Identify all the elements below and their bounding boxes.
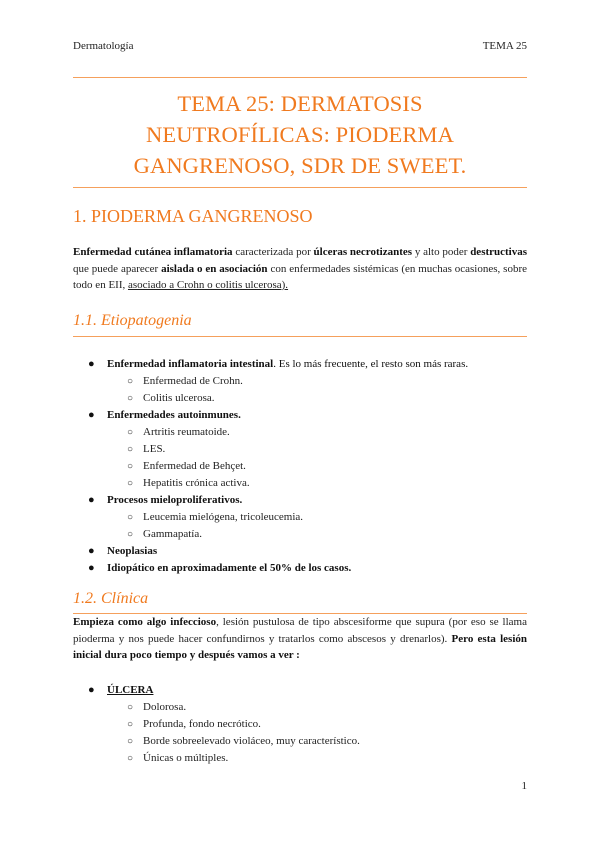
page-number: 1	[521, 780, 527, 792]
list-subitem: ○ Enfermedad de Behçet.	[127, 460, 246, 472]
list-subitem: ○ Profunda, fondo necrótico.	[127, 718, 261, 730]
list-subitem: ○ Enfermedad de Crohn.	[127, 375, 243, 387]
intro-text-1: caracterizada por	[232, 246, 314, 258]
item-label: Procesos mieloproliferativos.	[107, 494, 243, 506]
intro-bold-3: destructivas	[470, 246, 528, 258]
intro-text-3: que puede aparecer	[73, 262, 162, 275]
list-item: ● Enfermedades autoinmunes.	[88, 409, 241, 421]
intro-bold-4: aislada o en asociación	[161, 262, 268, 275]
title-rule-top	[73, 77, 527, 78]
page-title	[73, 88, 527, 181]
list-item: ● Enfermedad inflamatoria intestinal. Es lo más frecuente, el resto son más raras.	[88, 358, 469, 370]
list-item: ● Neoplasias	[88, 545, 158, 557]
intro-bold-1: Enfermedad cutánea inflamatoria	[73, 246, 233, 258]
list-subitem: ○ Leucemia mielógena, tricoleucemia.	[127, 511, 304, 523]
list-subitem: ○ Borde sobreelevado violáceo, muy característico.	[127, 735, 360, 747]
subsection-heading-clinica: 1.2. Clínica	[73, 590, 149, 607]
etiopatogenia-list	[73, 356, 527, 577]
intro-text-4: con enfermedades sistémicas (en muchas ocasiones, sobre todo en EII,	[73, 262, 527, 291]
item-label: Idiopático en aproximadamente el 50% de los casos.	[107, 562, 352, 574]
title-line-3: GANGRENOSO, SDR DE SWEET.	[133, 153, 467, 178]
intro-underlined: asociado a Crohn o colitis ulcerosa).	[127, 279, 289, 291]
section-heading-pioderma: 1. PIODERMA GANGRENOSO	[73, 206, 313, 226]
clinica-list	[73, 682, 527, 767]
list-item: ● ÚLCERA	[88, 684, 154, 696]
item-label: Enfermedades autoinmunes.	[107, 409, 241, 421]
list-subitem: ○ Hepatitis crónica activa.	[127, 477, 250, 489]
list-subitem: ○ LES.	[127, 443, 166, 455]
list-subitem: ○ Colitis ulcerosa.	[127, 392, 215, 404]
clinica-bold-1: Empieza como algo infeccioso	[73, 616, 217, 628]
list-subitem: ○ Únicas o múltiples.	[127, 752, 229, 764]
list-subitem: ○ Gammapatía.	[127, 528, 202, 540]
list-subitem: ○ Artritis reumatoide.	[127, 426, 230, 438]
clinica-intro-paragraph	[73, 614, 527, 664]
list-item: ● Procesos mieloproliferativos.	[88, 494, 243, 506]
item-extra: . Es lo más frecuente, el resto son más raras.	[273, 358, 469, 370]
ulcera-label: ÚLCERA	[107, 684, 154, 696]
subsection-heading-etiopatogenia: 1.1. Etiopatogenia	[73, 312, 192, 329]
item-label: Neoplasias	[107, 545, 158, 557]
item-label: Enfermedad inflamatoria intestinal	[107, 358, 274, 370]
intro-text-2: y alto poder	[412, 246, 471, 258]
header-subject: Dermatología	[73, 40, 134, 52]
etiopatogenia-rule	[73, 336, 527, 337]
title-line-1: TEMA 25: DERMATOSIS	[177, 91, 423, 116]
clinica-text-1: , lesión pustulosa de tipo abscesiforme que supura (por eso se llama pioderma y nos puede hacer confundirnos y tratarlos como abscesos y drenarlos).	[73, 616, 527, 645]
pioderma-intro-paragraph	[73, 244, 527, 294]
title-line-2: NEUTROFÍLICAS: PIODERMA	[146, 122, 454, 147]
list-item: ● Idiopático en aproximadamente el 50% de los casos.	[88, 562, 352, 574]
header-topic: TEMA 25	[482, 40, 527, 52]
list-subitem: ○ Dolorosa.	[127, 701, 187, 713]
title-rule-bottom	[73, 187, 527, 188]
clinica-bold-2: Pero esta lesión inicial dura poco tiempo y después vamos a ver :	[73, 632, 527, 661]
page-header	[73, 40, 527, 56]
intro-bold-2: úlceras necrotizantes	[313, 246, 413, 258]
